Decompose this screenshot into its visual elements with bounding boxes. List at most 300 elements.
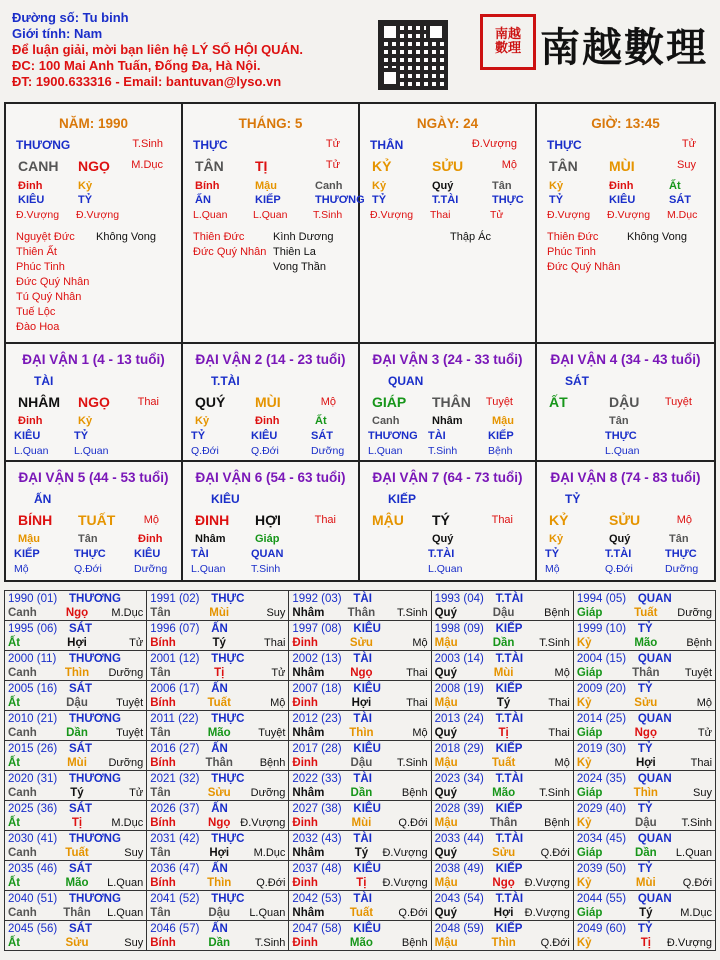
pillar-title: NGÀY: 24 <box>416 116 479 131</box>
dai-van-cell <box>537 462 714 580</box>
year-phase: Thai <box>264 637 286 649</box>
year-can: Quý <box>434 727 457 739</box>
hidden-stem: Canh <box>315 180 343 192</box>
year-phase: Mộ <box>554 757 570 769</box>
hidden-stem: Canh <box>372 415 400 427</box>
dai-van-title: ĐẠI VẬN 6 (54 - 63 tuổi) <box>195 470 346 485</box>
year-label: 2008 (19) <box>434 683 484 695</box>
year-chi: Tý <box>212 637 226 649</box>
year-star: KIÊU <box>353 683 381 695</box>
year-cell <box>147 591 289 621</box>
year-cell <box>5 711 147 741</box>
shensha-item: Nguyệt Đức <box>16 231 75 243</box>
hidden-stem-star: THỰC <box>665 548 697 560</box>
year-cell <box>574 621 716 651</box>
hidden-stem: Quý <box>609 533 631 545</box>
pillar-cell <box>183 104 365 344</box>
hidden-stem-star: TÀI <box>191 548 209 560</box>
year-chi: Tị <box>356 877 367 889</box>
year-label: 2027 (38) <box>292 803 342 815</box>
year-phase: L.Quan <box>107 877 144 889</box>
year-can: Bính <box>150 817 176 829</box>
year-cell <box>147 651 289 681</box>
year-chi: Dậu <box>208 907 231 919</box>
year-label: 2005 (16) <box>8 683 58 695</box>
year-cell <box>289 891 431 921</box>
year-cell <box>5 741 147 771</box>
year-star: KIÊU <box>353 923 381 935</box>
year-star: ẤN <box>211 803 228 815</box>
dai-van-note: Tuyệt <box>485 396 513 408</box>
year-can: Mậu <box>434 877 458 889</box>
pillar-title: GIỜ: 13:45 <box>591 116 660 131</box>
year-chi: Tuất <box>65 847 89 859</box>
year-row <box>5 681 716 711</box>
year-can: Ất <box>8 757 21 769</box>
year-chi: Thân <box>632 667 660 679</box>
shensha-item: Thiên Ất <box>16 246 57 258</box>
year-cell <box>147 621 289 651</box>
year-star: KIÊU <box>353 623 381 635</box>
hidden-stem-phase: M.Dục <box>667 209 698 221</box>
year-can: Tân <box>150 787 171 799</box>
hidden-stem-star: TÀI <box>428 430 446 442</box>
year-cell <box>289 711 431 741</box>
year-chi: Sửu <box>349 637 373 649</box>
dai-van-title: ĐẠI VẬN 2 (14 - 23 tuổi) <box>195 352 346 367</box>
year-cell <box>574 861 716 891</box>
year-chi: Thìn <box>633 787 658 799</box>
dai-van-star: QUAN <box>388 374 424 388</box>
year-star: KIÊU <box>353 803 381 815</box>
year-cell <box>432 741 574 771</box>
year-label: 2024 (35) <box>576 773 627 785</box>
year-cell <box>5 831 147 861</box>
year-cell <box>289 741 431 771</box>
hidden-stem-star: TỶ <box>372 194 387 206</box>
year-can: Đinh <box>292 817 318 829</box>
year-label: 2042 (53) <box>292 893 342 905</box>
year-phase: Thai <box>406 667 428 679</box>
year-cell <box>147 801 289 831</box>
year-chi: Sửu <box>207 787 231 799</box>
year-phase: T.Sinh <box>539 787 570 799</box>
chart-grid <box>4 102 716 582</box>
year-chi: Thân <box>63 907 91 919</box>
hidden-stem-phase: L.Quan <box>193 209 228 221</box>
pillar-star: THƯƠNG <box>16 138 71 152</box>
year-label: 1993 (04) <box>434 593 484 605</box>
year-chi: Thìn <box>349 727 374 739</box>
hidden-stem-star: TỶ <box>191 430 206 442</box>
shensha-item: Phúc Tinh <box>16 261 65 273</box>
year-label: 1994 (05) <box>576 593 627 605</box>
year-chi: Dần <box>492 637 515 649</box>
year-chi: Tị <box>214 667 225 679</box>
year-label: 2007 (18) <box>292 683 342 695</box>
year-chi: Mão <box>492 787 516 799</box>
hidden-stem-star: THƯƠNG <box>368 430 418 442</box>
year-phase: Suy <box>266 607 286 619</box>
dai-van-can: GIÁP <box>372 394 407 410</box>
year-can: Giáp <box>576 667 603 679</box>
shensha-item: Thiên Đức <box>193 231 245 243</box>
year-chi: Ngọ <box>65 607 89 619</box>
year-can: Nhâm <box>292 787 325 799</box>
year-phase: Q.Đới <box>256 877 286 889</box>
year-chi: Mùi <box>67 757 87 769</box>
year-chi: Thân <box>205 757 233 769</box>
dai-van-chi: SỬU <box>609 512 641 528</box>
dai-van-cell <box>360 344 537 462</box>
dai-van-can: MẬU <box>372 512 404 528</box>
year-row <box>5 831 716 861</box>
hidden-stem-phase: L.Quan <box>14 445 49 457</box>
year-label: 2035 (46) <box>8 863 58 875</box>
pillar-star: THỰC <box>193 138 228 152</box>
hidden-stem-phase: Đ.Vượng <box>607 209 651 221</box>
year-row <box>5 921 716 951</box>
year-star: TÀI <box>353 713 372 725</box>
pillar-star-note: T.Sinh <box>132 138 163 150</box>
year-phase: L.Quan <box>107 907 144 919</box>
hidden-stem: Đinh <box>609 180 634 192</box>
year-chi: Tị <box>640 937 651 949</box>
year-label: 1996 (07) <box>150 623 200 635</box>
shensha-item: Đức Quý Nhân <box>193 246 267 258</box>
year-star: T.TÀI <box>495 773 524 785</box>
year-label: 2003 (14) <box>434 653 484 665</box>
year-row <box>5 861 716 891</box>
year-star: SÁT <box>69 803 92 815</box>
year-phase: M.Dục <box>111 817 144 829</box>
year-label: 2015 (26) <box>8 743 58 755</box>
year-label: 2040 (51) <box>8 893 58 905</box>
hidden-stem: Mậu <box>255 180 277 192</box>
year-cell <box>147 681 289 711</box>
hidden-stem: Bính <box>195 180 220 192</box>
year-label: 1991 (02) <box>150 593 200 605</box>
year-star: KIẾP <box>495 923 523 935</box>
hidden-stem-star: T.TÀI <box>605 548 632 560</box>
year-label: 2038 (49) <box>434 863 484 875</box>
year-label: 2031 (42) <box>150 833 200 845</box>
year-cell <box>147 741 289 771</box>
dai-van-title: ĐẠI VẬN 4 (34 - 43 tuổi) <box>550 352 701 367</box>
year-cell <box>574 711 716 741</box>
year-label: 2048 (59) <box>434 923 484 935</box>
year-phase: Tử <box>129 787 144 799</box>
year-phase: Bệnh <box>401 787 428 799</box>
year-cell <box>5 681 147 711</box>
year-chi: Mùi <box>493 667 514 679</box>
dai-van-star: T.TÀI <box>211 374 240 388</box>
year-cell <box>5 651 147 681</box>
year-chi: Tuất <box>207 697 231 709</box>
year-star: KIẾP <box>495 683 523 695</box>
year-label: 2043 (54) <box>434 893 484 905</box>
year-star: THƯƠNG <box>69 593 121 605</box>
year-star: THƯƠNG <box>69 893 121 905</box>
year-star: ẤN <box>211 923 228 935</box>
pillar-chi: MÙI <box>609 158 635 174</box>
year-phase: Mộ <box>554 667 570 679</box>
year-chi: Mão <box>634 637 658 649</box>
header-name: Đường số: Tu binh <box>12 10 129 25</box>
year-phase: Dưỡng <box>108 667 144 679</box>
hidden-stem: Ất <box>315 415 327 427</box>
year-can: Quý <box>434 787 457 799</box>
year-chi: Hợi <box>67 637 87 649</box>
year-chi: Dần <box>350 787 373 799</box>
year-cell <box>432 771 574 801</box>
year-chi: Dậu <box>66 697 88 709</box>
year-row <box>5 591 716 621</box>
pillar-chi-note: Mộ <box>501 159 517 171</box>
year-label: 2012 (23) <box>292 713 342 725</box>
year-can: Đinh <box>292 637 318 649</box>
shensha-item: Tuế Lộc <box>16 306 56 318</box>
year-label: 2029 (40) <box>576 803 627 815</box>
dai-van-note: Mộ <box>143 514 159 526</box>
hidden-stem: Kỷ <box>78 180 93 192</box>
dai-van-note: Mộ <box>320 396 336 408</box>
year-star: ẤN <box>211 683 228 695</box>
year-star: SÁT <box>69 683 92 695</box>
year-star: THỰC <box>211 653 245 665</box>
seal-stamp: 南越 數理 <box>480 14 536 70</box>
header-info <box>12 10 303 90</box>
year-can: Nhâm <box>292 667 325 679</box>
year-phase: Dưỡng <box>677 607 713 619</box>
hidden-stem-phase: Thai <box>430 209 451 221</box>
year-can: Kỷ <box>576 697 592 709</box>
year-phase: M.Dục <box>253 847 286 859</box>
year-cell <box>574 771 716 801</box>
year-cell <box>289 681 431 711</box>
year-label: 1990 (01) <box>8 593 58 605</box>
hidden-stem-phase: Đ.Vượng <box>370 209 414 221</box>
year-star: THƯƠNG <box>69 713 121 725</box>
dai-van-cell <box>6 344 183 462</box>
year-phase: Đ.Vượng <box>382 877 428 889</box>
hidden-stem: Mậu <box>18 533 40 545</box>
year-star: KIÊU <box>353 743 381 755</box>
year-can: Đinh <box>292 757 318 769</box>
year-can: Nhâm <box>292 907 325 919</box>
pillar-chi-note: Suy <box>677 159 696 171</box>
header-phone-email[interactable]: ĐT: 1900.633316 - Email: bantuvan@lyso.vn <box>12 74 282 89</box>
hidden-stem-phase: Dưỡng <box>665 563 699 575</box>
year-label: 2041 (52) <box>150 893 200 905</box>
year-star: QUAN <box>637 773 672 785</box>
hidden-stem-star: THƯƠNG <box>315 194 365 206</box>
year-cell <box>147 891 289 921</box>
year-star: SÁT <box>69 623 92 635</box>
year-phase: Đ.Vượng <box>666 937 713 949</box>
year-cell <box>432 891 574 921</box>
year-phase: Bệnh <box>544 817 570 829</box>
hidden-stem-star: KIÊU <box>251 430 278 442</box>
year-phase: Thai <box>548 697 570 709</box>
year-phase: Tuyệt <box>116 697 144 709</box>
year-star: KIÊU <box>353 863 381 875</box>
year-chi: Tý <box>70 787 84 799</box>
pillar-cell <box>6 104 183 344</box>
year-phase: Bệnh <box>259 757 286 769</box>
year-chi: Mão <box>349 937 373 949</box>
year-label: 2025 (36) <box>8 803 58 815</box>
year-can: Tân <box>150 667 171 679</box>
year-can: Ất <box>8 817 21 829</box>
year-cell <box>147 711 289 741</box>
year-label: 2020 (31) <box>8 773 58 785</box>
pillar-can: TÂN <box>549 158 578 174</box>
shensha-item: Kình Dương <box>273 231 334 243</box>
year-chi: Thìn <box>207 877 232 889</box>
year-chi: Ngọ <box>208 817 231 829</box>
year-label: 2037 (48) <box>292 863 342 875</box>
year-label: 2049 (60) <box>576 923 627 935</box>
year-can: Canh <box>8 727 37 739</box>
pillar-cell <box>537 104 714 344</box>
year-chi: Tý <box>496 697 511 709</box>
dai-van-cell <box>183 462 360 580</box>
year-label: 2004 (15) <box>576 653 627 665</box>
year-label: 2010 (21) <box>8 713 58 725</box>
year-star: TỶ <box>637 923 653 935</box>
pillar-chi: SỬU <box>432 158 464 174</box>
year-phase: Dưỡng <box>108 757 144 769</box>
hidden-stem-star: KIẾP <box>255 194 281 206</box>
year-can: Kỷ <box>576 937 592 949</box>
year-phase: L.Quan <box>675 847 713 859</box>
dai-van-title: ĐẠI VẬN 5 (44 - 53 tuổi) <box>18 470 169 485</box>
hidden-stem-star: TỶ <box>74 430 89 442</box>
hidden-stem-star: THỰC <box>74 548 106 560</box>
year-star: ẤN <box>211 623 228 635</box>
year-cell <box>432 801 574 831</box>
year-cell <box>432 711 574 741</box>
year-can: Đinh <box>292 877 318 889</box>
year-can: Tân <box>150 847 171 859</box>
year-label: 2028 (39) <box>434 803 484 815</box>
dai-van-title: ĐẠI VẬN 3 (24 - 33 tuổi) <box>372 352 523 367</box>
year-can: Canh <box>8 667 37 679</box>
shensha-item: Không Vong <box>96 231 156 243</box>
hidden-stem-phase: Mộ <box>545 563 560 575</box>
year-label: 1995 (06) <box>8 623 58 635</box>
year-chi: Sửu <box>634 697 658 709</box>
year-chi: Tuất <box>491 757 516 769</box>
year-cell <box>5 921 147 951</box>
hidden-stem-star: ẤN <box>195 194 211 206</box>
hidden-stem-phase: Dưỡng <box>134 563 168 575</box>
year-star: TÀI <box>353 653 372 665</box>
year-star: TÀI <box>353 593 372 605</box>
year-can: Giáp <box>576 727 603 739</box>
year-phase: Tuyệt <box>116 727 144 739</box>
year-phase: Đ.Vượng <box>240 817 286 829</box>
hidden-stem-star: KIẾP <box>488 430 514 442</box>
hidden-stem: Kỷ <box>195 415 210 427</box>
year-chi: Dậu <box>634 817 657 829</box>
year-cell <box>289 801 431 831</box>
dai-van-note: Thai <box>491 514 513 526</box>
shensha-item: Đức Quý Nhân <box>547 261 621 273</box>
dai-van-cell <box>360 462 537 580</box>
year-phase: Suy <box>693 787 713 799</box>
hidden-stem-phase: Q.Đới <box>74 563 102 575</box>
year-phase: T.Sinh <box>681 817 713 829</box>
year-cell <box>5 591 147 621</box>
year-chi: Ngọ <box>634 727 657 739</box>
dai-van-can: NHÂM <box>18 394 60 410</box>
dai-van-note: Tuyệt <box>664 396 692 408</box>
year-chi: Dần <box>66 727 88 739</box>
year-chi: Tuất <box>349 907 374 919</box>
dai-van-chi: DẬU <box>609 394 640 410</box>
hidden-stem-phase: Tử <box>490 209 504 221</box>
shensha-item: Đào Hoa <box>16 321 60 333</box>
year-cell <box>574 891 716 921</box>
header-gender: Giới tính: Nam <box>12 26 103 41</box>
year-can: Quý <box>434 607 457 619</box>
hidden-stem-phase: Đ.Vượng <box>16 209 60 221</box>
year-row <box>5 711 716 741</box>
year-cell <box>574 681 716 711</box>
hidden-stem-star: KIÊU <box>134 548 161 560</box>
year-star: QUAN <box>637 893 672 905</box>
year-chi: Hợi <box>209 847 230 859</box>
hidden-stem-phase: Q.Đới <box>251 445 279 457</box>
year-can: Canh <box>8 607 37 619</box>
year-label: 1998 (09) <box>434 623 484 635</box>
hidden-stem: Nhâm <box>432 415 463 427</box>
hidden-stem-phase: L.Quan <box>191 563 226 575</box>
year-can: Tân <box>150 727 171 739</box>
year-star: ẤN <box>211 863 228 875</box>
year-can: Kỷ <box>576 877 592 889</box>
year-cell <box>574 591 716 621</box>
year-row <box>5 651 716 681</box>
year-phase: Tuyệt <box>684 667 713 679</box>
dai-van-chi: TUẤT <box>78 512 116 528</box>
hidden-stem-star: THỰC <box>492 194 524 206</box>
year-can: Canh <box>8 907 37 919</box>
year-can: Ất <box>8 637 21 649</box>
year-phase: T.Sinh <box>397 757 428 769</box>
year-can: Mậu <box>434 757 458 769</box>
year-star: KIẾP <box>495 803 523 815</box>
hidden-stem-star: KIÊU <box>609 194 636 206</box>
hidden-stem-star: KIÊU <box>14 430 41 442</box>
brand-logo: 南越數理 <box>540 24 708 71</box>
dai-van-star: KIẾP <box>388 492 417 506</box>
hidden-stem-phase: Đ.Vượng <box>76 209 120 221</box>
year-star: QUAN <box>637 833 672 845</box>
hidden-stem-star: KIẾP <box>14 548 40 560</box>
dai-van-star: KIÊU <box>211 492 240 506</box>
year-star: T.TÀI <box>495 893 524 905</box>
year-can: Giáp <box>576 907 603 919</box>
year-can: Giáp <box>576 607 603 619</box>
year-can: Tân <box>150 607 171 619</box>
dai-van-can: QUÝ <box>195 394 226 410</box>
dai-van-title: ĐẠI VẬN 8 (74 - 83 tuổi) <box>550 470 701 485</box>
dai-van-note: Thai <box>314 514 336 526</box>
year-cell <box>5 891 147 921</box>
